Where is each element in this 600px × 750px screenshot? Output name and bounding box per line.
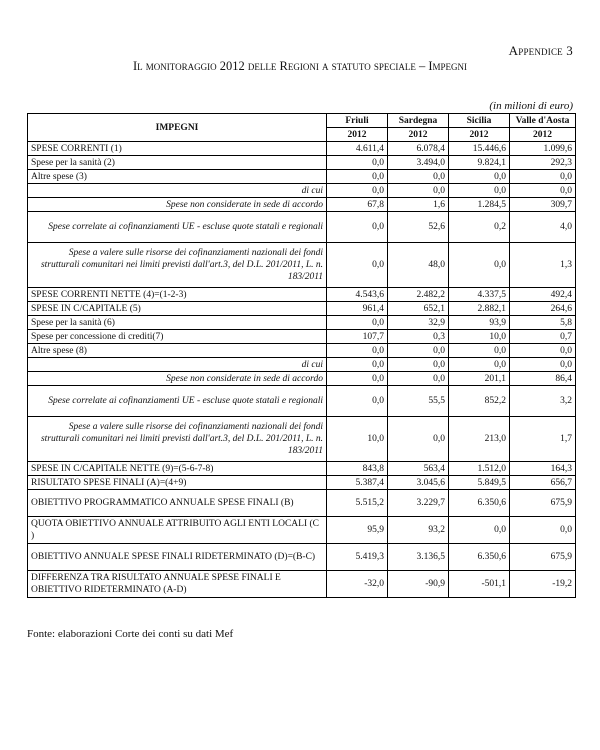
cell-value: 0,0: [327, 156, 388, 170]
cell-value: 6.350,6: [449, 490, 510, 517]
cell-value: -32,0: [327, 571, 388, 598]
cell-value: 95,9: [327, 517, 388, 544]
table-row: [28, 142, 576, 156]
cell-value: 0,0: [327, 344, 388, 358]
table-row: [28, 462, 576, 476]
col-header-region: Sardegna: [388, 114, 449, 128]
cell-value: 1,6: [388, 198, 449, 212]
table-row: [28, 372, 576, 386]
page-title: Il monitoraggio 2012 delle Regioni a statuto speciale – Impegni: [133, 59, 467, 73]
row-label: SPESE CORRENTI (1): [28, 142, 327, 156]
cell-value: -19,2: [510, 571, 576, 598]
cell-value: 0,2: [449, 212, 510, 243]
col-header-region: Sicilia: [449, 114, 510, 128]
col-header-year: 2012: [388, 128, 449, 142]
cell-value: 0,0: [388, 358, 449, 372]
cell-value: 961,4: [327, 302, 388, 316]
cell-value: 67,8: [327, 198, 388, 212]
row-label: Spese a valere sulle risorse dei cofinanziamenti nazionali dei fondi strutturali comunitari nei limiti previsti dall'art.3, del D.L. 201/2011, L. n. 183/2011: [28, 417, 327, 462]
cell-value: 3.229,7: [388, 490, 449, 517]
row-label: di cui: [28, 358, 327, 372]
table-row: [28, 330, 576, 344]
row-label: SPESE IN C/CAPITALE (5): [28, 302, 327, 316]
cell-value: 1.099,6: [510, 142, 576, 156]
col-header-impegni: IMPEGNI: [28, 114, 327, 142]
cell-value: -501,1: [449, 571, 510, 598]
table-row: [28, 358, 576, 372]
row-label: SPESE CORRENTI NETTE (4)=(1-2-3): [28, 288, 327, 302]
table-row: [28, 156, 576, 170]
table-row: [28, 288, 576, 302]
header-row-regions: [28, 114, 576, 128]
cell-value: 0,0: [449, 243, 510, 288]
cell-value: 3.045,6: [388, 476, 449, 490]
cell-value: 264,6: [510, 302, 576, 316]
cell-value: 675,9: [510, 490, 576, 517]
row-label: Altre spese (3): [28, 170, 327, 184]
table-row: [28, 212, 576, 243]
cell-value: 0,0: [327, 184, 388, 198]
cell-value: 0,0: [510, 170, 576, 184]
table-row: [28, 571, 576, 598]
cell-value: 0,0: [449, 184, 510, 198]
cell-value: 0,0: [388, 184, 449, 198]
cell-value: 32,9: [388, 316, 449, 330]
table-row: [28, 302, 576, 316]
cell-value: 5.515,2: [327, 490, 388, 517]
cell-value: 107,7: [327, 330, 388, 344]
table-row: [28, 476, 576, 490]
table-row: [28, 490, 576, 517]
row-label: Spese correlate ai cofinanziamenti UE - escluse quote statali e regionali: [28, 212, 327, 243]
col-header-region: Valle d'Aosta: [510, 114, 576, 128]
cell-value: 0,0: [327, 372, 388, 386]
cell-value: 48,0: [388, 243, 449, 288]
table-row: [28, 198, 576, 212]
cell-value: 9.824,1: [449, 156, 510, 170]
cell-value: 0,0: [327, 316, 388, 330]
unit-note: (in milioni di euro): [489, 100, 573, 112]
cell-value: 93,2: [388, 517, 449, 544]
cell-value: 93,9: [449, 316, 510, 330]
cell-value: 0,7: [510, 330, 576, 344]
cell-value: 5.387,4: [327, 476, 388, 490]
cell-value: 656,7: [510, 476, 576, 490]
row-label: RISULTATO SPESE FINALI (A)=(4+9): [28, 476, 327, 490]
cell-value: 0,0: [510, 184, 576, 198]
cell-value: 0,0: [510, 344, 576, 358]
table-row: [28, 417, 576, 462]
table-row: [28, 170, 576, 184]
row-label: Spese per concessione di crediti(7): [28, 330, 327, 344]
cell-value: 1,3: [510, 243, 576, 288]
table-row: [28, 344, 576, 358]
cell-value: 6.078,4: [388, 142, 449, 156]
cell-value: 0,0: [388, 417, 449, 462]
row-label: Spese non considerate in sede di accordo: [28, 198, 327, 212]
row-label: Spese per la sanità (2): [28, 156, 327, 170]
cell-value: 852,2: [449, 386, 510, 417]
table-row: [28, 517, 576, 544]
col-header-year: 2012: [327, 128, 388, 142]
cell-value: 652,1: [388, 302, 449, 316]
cell-value: 843,8: [327, 462, 388, 476]
row-label: DIFFERENZA TRA RISULTATO ANNUALE SPESE FINALI E OBIETTIVO RIDETERMINATO (A-D): [28, 571, 327, 598]
cell-value: 55,5: [388, 386, 449, 417]
row-label: SPESE IN C/CAPITALE NETTE (9)=(5-6-7-8): [28, 462, 327, 476]
cell-value: -90,9: [388, 571, 449, 598]
cell-value: 15.446,6: [449, 142, 510, 156]
cell-value: 10,0: [449, 330, 510, 344]
cell-value: 4.337,5: [449, 288, 510, 302]
table-row: [28, 243, 576, 288]
table-row: [28, 544, 576, 571]
cell-value: 1,7: [510, 417, 576, 462]
cell-value: 675,9: [510, 544, 576, 571]
cell-value: 2.882,1: [449, 302, 510, 316]
row-label: OBIETTIVO ANNUALE SPESE FINALI RIDETERMINATO (D)=(B-C): [28, 544, 327, 571]
cell-value: 309,7: [510, 198, 576, 212]
cell-value: 0,0: [510, 517, 576, 544]
cell-value: 2.482,2: [388, 288, 449, 302]
row-label: Spese a valere sulle risorse dei cofinanziamenti nazionali dei fondi strutturali comunitari nei limiti previsti dall'art.3, del D.L. 201/2011, L. n. 183/2011: [28, 243, 327, 288]
impegni-table: [27, 113, 576, 598]
cell-value: 0,0: [327, 212, 388, 243]
cell-value: 3,2: [510, 386, 576, 417]
cell-value: 0,0: [510, 358, 576, 372]
row-label: OBIETTIVO PROGRAMMATICO ANNUALE SPESE FINALI (B): [28, 490, 327, 517]
cell-value: 5,8: [510, 316, 576, 330]
col-header-year: 2012: [510, 128, 576, 142]
table-row: [28, 316, 576, 330]
cell-value: 5.419,3: [327, 544, 388, 571]
cell-value: 0,0: [327, 170, 388, 184]
row-label: Altre spese (8): [28, 344, 327, 358]
row-label: Spese non considerate in sede di accordo: [28, 372, 327, 386]
source-note: Fonte: elaborazioni Corte dei conti su dati Mef: [27, 628, 234, 640]
cell-value: 10,0: [327, 417, 388, 462]
cell-value: 213,0: [449, 417, 510, 462]
cell-value: 4.543,6: [327, 288, 388, 302]
col-header-region: Friuli: [327, 114, 388, 128]
cell-value: 164,3: [510, 462, 576, 476]
appendix-label: Appendice 3: [508, 43, 573, 58]
cell-value: 0,0: [388, 344, 449, 358]
cell-value: 0,0: [388, 372, 449, 386]
cell-value: 292,3: [510, 156, 576, 170]
cell-value: 3.136,5: [388, 544, 449, 571]
cell-value: 5.849,5: [449, 476, 510, 490]
cell-value: 0,0: [449, 344, 510, 358]
cell-value: 1.284,5: [449, 198, 510, 212]
cell-value: 3.494,0: [388, 156, 449, 170]
table-row: [28, 184, 576, 198]
cell-value: 0,0: [327, 358, 388, 372]
table-row: [28, 386, 576, 417]
cell-value: 4.611,4: [327, 142, 388, 156]
cell-value: 0,0: [327, 243, 388, 288]
cell-value: 6.350,6: [449, 544, 510, 571]
row-label: Spese correlate ai cofinanziamenti UE - escluse quote statali e regionali: [28, 386, 327, 417]
row-label: Spese per la sanità (6): [28, 316, 327, 330]
cell-value: 201,1: [449, 372, 510, 386]
cell-value: 0,0: [388, 170, 449, 184]
row-label: di cui: [28, 184, 327, 198]
cell-value: 492,4: [510, 288, 576, 302]
cell-value: 0,0: [449, 170, 510, 184]
row-label: QUOTA OBIETTIVO ANNUALE ATTRIBUITO AGLI ENTI LOCALI (C ): [28, 517, 327, 544]
cell-value: 0,3: [388, 330, 449, 344]
cell-value: 563,4: [388, 462, 449, 476]
col-header-year: 2012: [449, 128, 510, 142]
cell-value: 0,0: [327, 386, 388, 417]
cell-value: 0,0: [449, 358, 510, 372]
cell-value: 0,0: [449, 517, 510, 544]
cell-value: 1.512,0: [449, 462, 510, 476]
cell-value: 52,6: [388, 212, 449, 243]
cell-value: 86,4: [510, 372, 576, 386]
cell-value: 4,0: [510, 212, 576, 243]
